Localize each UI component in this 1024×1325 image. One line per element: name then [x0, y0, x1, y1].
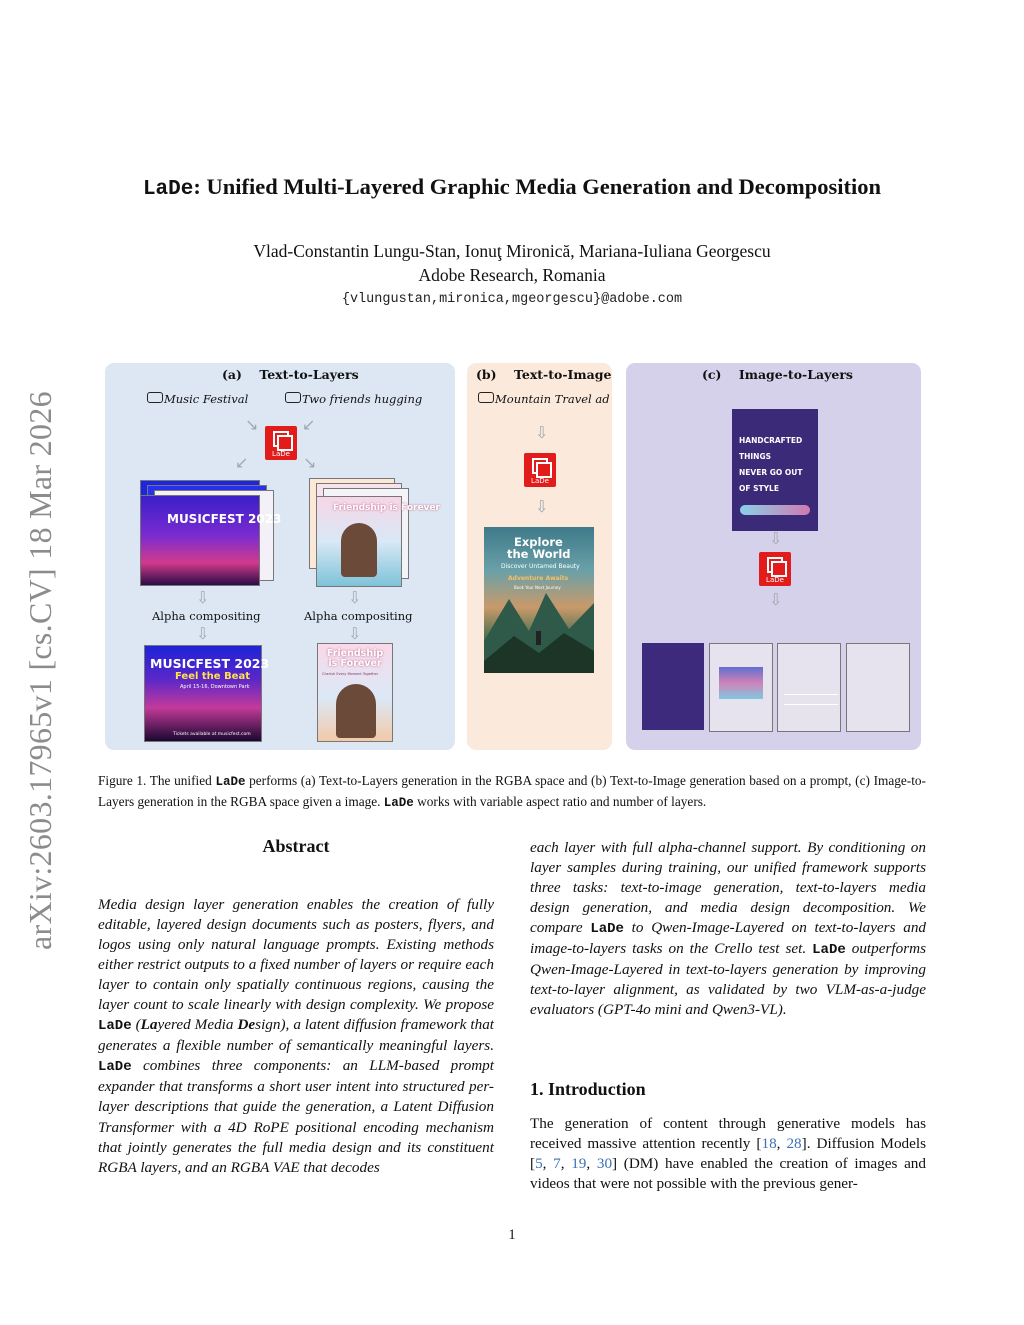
citation-link[interactable]: 5 [535, 1155, 543, 1173]
friends-poster-subtitle: Cherish Every Moment Together [322, 672, 379, 676]
panel-c-label: (c) [702, 367, 722, 382]
prompt-music-festival: Music Festival [147, 392, 248, 406]
arrow-icon: ↘ [245, 415, 259, 434]
arrow-icon: ⇩ [535, 497, 549, 516]
panel-b-label: (b) [476, 367, 497, 382]
music-poster-title: MUSICFEST 2023 [150, 656, 270, 671]
lade-logo-icon: LaDe [265, 426, 297, 460]
music-poster-footer: Tickets available at musicfest.com [173, 732, 251, 737]
decomposed-layer-lines [777, 643, 841, 732]
panel-c-heading [702, 367, 853, 382]
friends-illustration [336, 684, 376, 738]
chat-bubble-icon [478, 392, 494, 403]
chat-bubble-icon [285, 392, 301, 403]
friends-layer-front [316, 496, 440, 587]
lade-logo-icon: LaDe [524, 453, 556, 487]
friends-illustration [341, 523, 377, 577]
mountain-poster [484, 527, 594, 673]
mountain-poster-title1: Explore [514, 535, 563, 549]
arrow-icon: ⇩ [196, 624, 210, 643]
paper-title [0, 174, 1024, 201]
arrow-icon: ⇩ [196, 588, 210, 607]
lade-logo-icon: LaDe [759, 552, 791, 586]
arxiv-stamp: arXiv:2603.17965v1 [cs.CV] 18 Mar 2026 [22, 391, 58, 950]
mountain-poster-tag: Adventure Awaits [508, 575, 569, 582]
figure-panel-c [626, 363, 921, 750]
arrow-icon: ↙ [235, 453, 249, 472]
decomposed-layer-wave [709, 643, 773, 732]
prompt-two-friends: Two friends hugging [285, 392, 422, 406]
citation-link[interactable]: 18 [761, 1135, 777, 1153]
emails: {vlungustan,mironica,mgeorgescu}@adobe.com [341, 292, 683, 307]
introduction-text: The generation of content through generative models has received massive attention recently [18, 28]. Diffusion Models [5, 7, 19, 30] (DM) have enabled the creation of images and videos that were not possible with the previous gener- [530, 1115, 926, 1193]
affiliation: Adobe Research, Romania [418, 265, 606, 285]
friends-layer-title: Friendship is Forever [333, 503, 440, 513]
arrow-icon: ↙ [302, 415, 316, 434]
music-poster [144, 645, 270, 742]
abstract-text-right: each layer with full alpha-channel support. By conditioning on layer samples during training, our unified framework supports three tasks: text-to-image generation, text-to-layers media design generation, and media design decomposition. We compare LaDe to Qwen-Image-Layered on text-to-layers and image-to-layers tasks on the Crello test set. LaDe outperforms Qwen-Image-Layered in text-to-layers generation by improving text-to-layer alignment, as validated by two VLM-as-a-judge evaluators (GPT-4o mini and Qwen3-VL). [530, 839, 927, 1019]
friends-poster-title: Friendship is Forever [326, 648, 384, 669]
abstract-text-left: Media design layer generation enables the creation of fully editable, layered design documents such as posters, flyers, and logos using only natural language prompts. Existing methods either restrict outputs to a fixed number of layers or require each layer to contain only spatially continuous regions, causing the layer count to scale linearly with design complexity. We propose LaDe (Layered Media Design), a latent diffusion framework that generates a flexible number of semantically meaningful layers. LaDe combines three components: an LLM-based prompt expander that transforms a short user intent into structured per-layer descriptions that guide the generation, a Latent Diffusion Transformer with a 4D RoPE positional encoding mechanism that jointly generates the full media design and its constituent RGBA layers, and an RGBA VAE that decodes [98, 896, 495, 1176]
prompt-mountain-travel: Mountain Travel ad [478, 392, 610, 406]
music-layer-front [140, 495, 282, 586]
figure-caption: Figure 1. The unified LaDe performs (a) Text-to-Layers generation in the RGBA space and (b) Text-to-Image generation based on a prompt, (c) Image-to-Layers generation in the RGBA space given a image. LaDe works with variable aspect ratio and number of layers. [98, 773, 926, 810]
handcrafted-line-3: NEVER GO OUT [739, 468, 803, 477]
arrow-icon: ⇩ [769, 590, 783, 609]
citation-link[interactable]: 7 [553, 1155, 561, 1173]
title-tool-name: LaDe [142, 178, 194, 201]
panel-a-heading [222, 367, 359, 382]
arrow-icon: ⇩ [535, 423, 549, 442]
citation-link[interactable]: 28 [786, 1135, 802, 1153]
alpha-compositing-label: Alpha compositing [152, 609, 261, 623]
handcrafted-line-4: OF STYLE [739, 484, 779, 493]
arrow-icon: ⇩ [769, 529, 783, 548]
arrow-icon: ↘ [303, 453, 317, 472]
handcrafted-poster [732, 409, 818, 531]
alpha-compositing-label: Alpha compositing [304, 609, 413, 623]
mountain-poster-title2: the World [507, 547, 571, 561]
introduction-heading: 1. Introduction [530, 1079, 646, 1099]
figure-panel-b [467, 363, 612, 750]
figure-panel-a [105, 363, 455, 750]
arrow-icon: ⇩ [348, 624, 362, 643]
mountain-poster-subtitle: Discover Untamed Beauty [501, 563, 580, 570]
abstract-heading: Abstract [262, 836, 330, 856]
handcrafted-wave [740, 505, 810, 515]
panel-c-title: Image-to-Layers [738, 367, 853, 382]
panel-b-heading [476, 367, 611, 382]
handcrafted-line-2: THINGS [739, 452, 772, 461]
panel-b-title: Text-to-Image [514, 367, 612, 382]
decomposed-layer-background [642, 643, 704, 730]
mountain-poster-small: Book Your Next Journey [514, 585, 561, 590]
decomposed-layer-text [846, 643, 910, 732]
panel-a-title: Text-to-Layers [259, 367, 359, 382]
citation-link[interactable]: 30 [596, 1155, 613, 1173]
authors: Vlad-Constantin Lungu-Stan, Ionuţ Mironică, Mariana-Iuliana Georgescu [253, 241, 771, 261]
handcrafted-line-1: HANDCRAFTED [739, 436, 803, 445]
citation-link[interactable]: 19 [571, 1155, 587, 1173]
title-text: : Unified Multi-Layered Graphic Media Generation and Decomposition [193, 174, 882, 199]
friends-poster [317, 643, 393, 742]
music-poster-date: April 15-16, Downtown Park [180, 684, 250, 690]
chat-bubble-icon [147, 392, 163, 403]
music-poster-subtitle: Feel the Beat [175, 671, 250, 682]
page-number: 1 [508, 1227, 516, 1243]
music-layer-title: MUSICFEST 2023 [167, 512, 282, 526]
arrow-icon: ⇩ [348, 588, 362, 607]
panel-a-label: (a) [222, 367, 242, 382]
mountain-illustration [484, 591, 594, 673]
